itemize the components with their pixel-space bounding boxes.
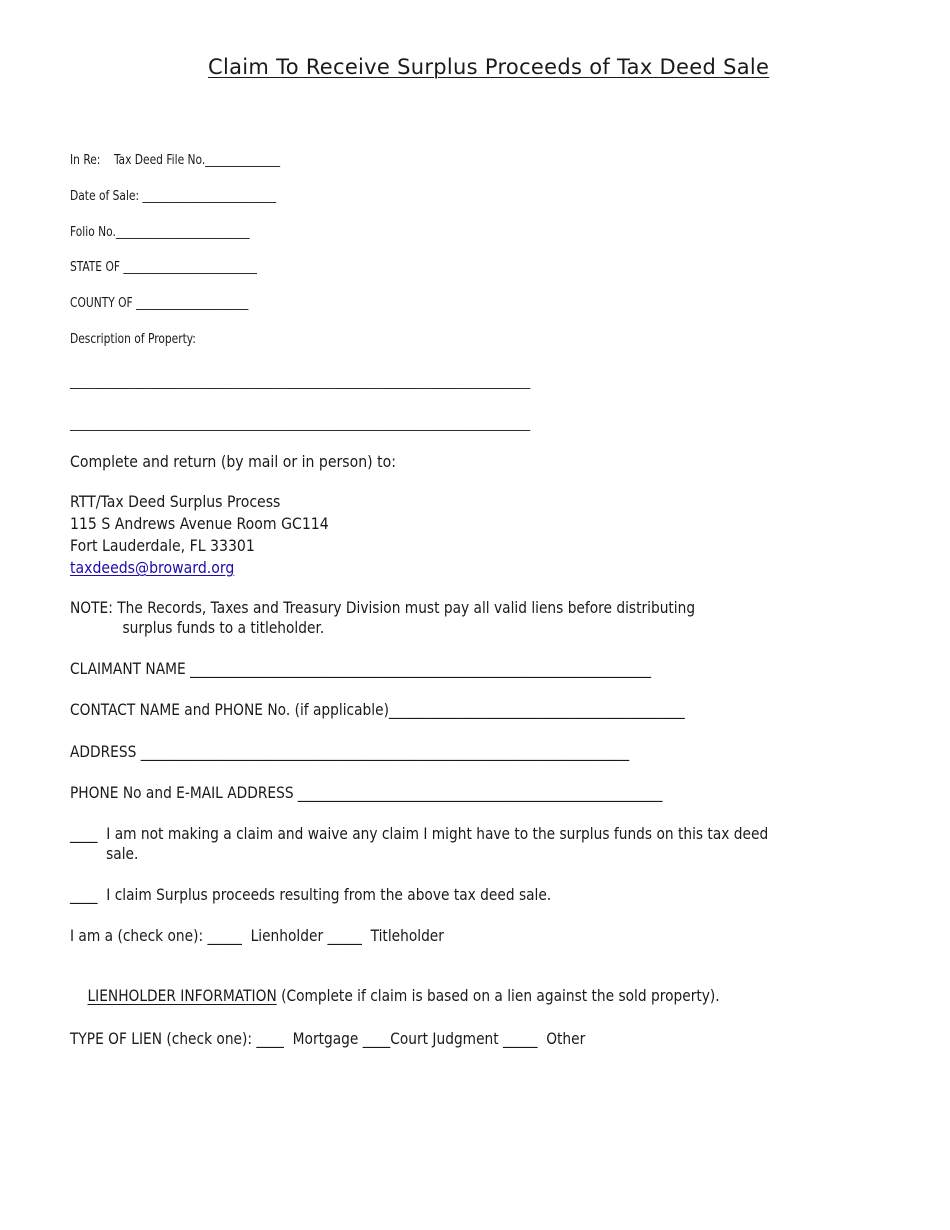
type-of-lien-selector[interactable]: TYPE OF LIEN (check one): ____ Mortgage ____Court Judgment _____ Other: [70, 1029, 586, 1048]
description-line-2[interactable]: _____________________________________________________________________________________________: [70, 416, 531, 432]
return-street: 115 S Andrews Avenue Room GC114: [70, 514, 329, 533]
claim-surplus-option[interactable]: ____ I claim Surplus proceeds resulting from the above tax deed sale.: [70, 885, 552, 904]
lienholder-heading-note: (Complete if claim is based on a lien against the sold property).: [276, 986, 720, 1005]
waive-claim-option[interactable]: ____ I am not making a claim and waive any claim I might have to the surplus funds on this tax deed: [70, 824, 769, 843]
date-of-sale-field[interactable]: Date of Sale: _________________________: [70, 188, 277, 204]
email-link[interactable]: taxdeeds@broward.org: [70, 558, 235, 577]
state-of-field[interactable]: STATE OF _________________________: [70, 259, 257, 275]
contact-name-phone-field[interactable]: CONTACT NAME and PHONE No. (if applicable)___________________________________________: [70, 700, 685, 719]
note-line-2: surplus funds to a titleholder.: [122, 618, 325, 637]
lienholder-info-row: [70, 967, 720, 1024]
lienholder-heading: LIENHOLDER INFORMATION: [87, 986, 277, 1005]
claimant-name-field[interactable]: CLAIMANT NAME ___________________________________________________________________: [70, 659, 652, 678]
description-line-1[interactable]: _____________________________________________________________________________________________: [70, 374, 531, 390]
description-of-property-label: Description of Property:: [70, 331, 196, 347]
note-line-1: NOTE: The Records, Taxes and Treasury Division must pay all valid liens before distributing: [70, 598, 696, 617]
return-city: Fort Lauderdale, FL 33301: [70, 536, 255, 555]
folio-no-field[interactable]: Folio No._________________________: [70, 224, 250, 240]
phone-email-field[interactable]: PHONE No and E-MAIL ADDRESS _____________________________________________________: [70, 783, 663, 802]
return-office: RTT/Tax Deed Surplus Process: [70, 492, 281, 511]
return-instruction: Complete and return (by mail or in person) to:: [70, 452, 397, 471]
tax-deed-file-no-field[interactable]: In Re: Tax Deed File No.______________: [70, 152, 281, 168]
address-field[interactable]: ADDRESS _______________________________________________________________________: [70, 742, 630, 761]
waive-claim-option-continued: sale.: [106, 844, 139, 863]
claimant-type-selector[interactable]: I am a (check one): _____ Lienholder _____ Titleholder: [70, 926, 444, 945]
page-title: Claim To Receive Surplus Proceeds of Tax Deed Sale: [208, 55, 770, 79]
county-of-field[interactable]: COUNTY OF _____________________: [70, 295, 249, 311]
